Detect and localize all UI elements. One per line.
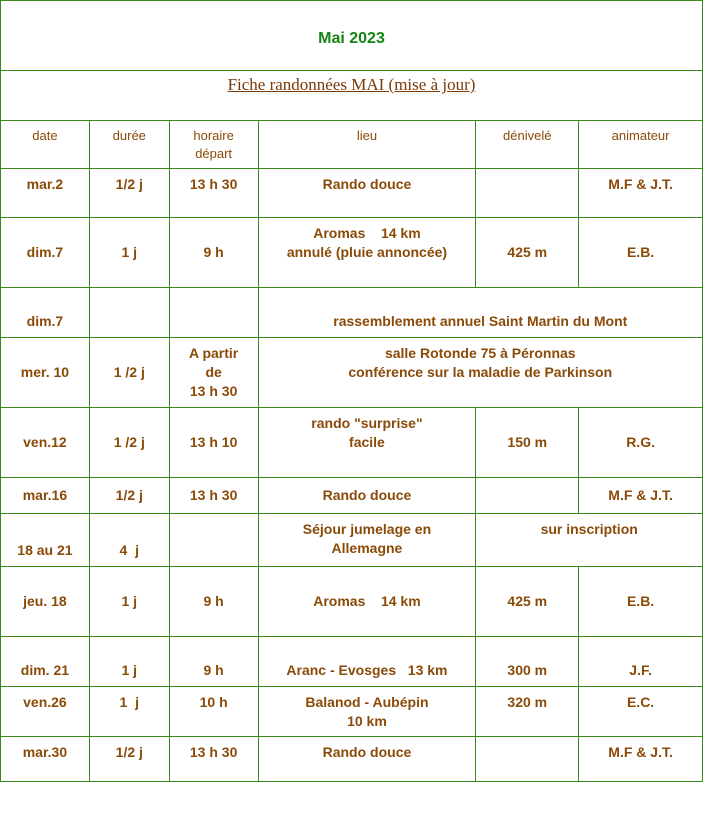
cell-lieu-line1: salle Rotonde 75 à Péronnas [384, 345, 576, 361]
table-row [1, 637, 703, 687]
cell-horaire: 13 h 30 [169, 169, 258, 218]
table-row [1, 687, 703, 737]
table-row [1, 737, 703, 782]
page-title: Mai 2023 [318, 30, 385, 47]
cell-lieu-line2: conférence sur la maladie de Parkinson [348, 364, 613, 380]
column-header-duree: durée [89, 121, 169, 169]
cell-lieu [258, 408, 476, 478]
cell-horaire: 13 h 30 [169, 737, 258, 782]
cell-horaire: 13 h 10 [169, 408, 258, 478]
cell-horaire: 10 h [169, 687, 258, 737]
cell-lieu [258, 218, 476, 288]
table-header-row [1, 121, 703, 169]
cell-lieu: Aranc - Evosges 13 km [258, 637, 476, 687]
cell-date: mar.2 [1, 169, 90, 218]
cell-lieu [258, 514, 476, 567]
cell-denivele: 150 m [476, 408, 579, 478]
column-header-animateur: animateur [579, 121, 703, 169]
hikes-table [0, 120, 703, 782]
cell-animateur: R.G. [579, 408, 703, 478]
cell-lieu-line2: annulé (pluie annoncée) [286, 244, 448, 260]
column-header-denivele: dénivelé [476, 121, 579, 169]
cell-horaire: 9 h [169, 637, 258, 687]
cell-lieu [258, 338, 702, 408]
cell-animateur: E.C. [579, 687, 703, 737]
cell-horaire: 9 h [169, 218, 258, 288]
cell-lieu: Aromas 14 km [258, 567, 476, 637]
cell-animateur: M.F & J.T. [579, 478, 703, 514]
cell-date: mar.16 [1, 478, 90, 514]
cell-duree: 1/2 j [89, 169, 169, 218]
cell-horaire [169, 288, 258, 338]
cell-lieu: rassemblement annuel Saint Martin du Mont [258, 288, 702, 338]
cell-duree: 1/2 j [89, 478, 169, 514]
cell-denivele: 425 m [476, 218, 579, 288]
cell-horaire: 13 h 30 [169, 478, 258, 514]
cell-denivele: 425 m [476, 567, 579, 637]
cell-lieu-line1: Séjour jumelage en [302, 521, 432, 537]
cell-denivele [476, 169, 579, 218]
cell-duree: 1 j [89, 687, 169, 737]
column-header-horaire [169, 121, 258, 169]
cell-date: dim.7 [1, 218, 90, 288]
cell-animateur: M.F & J.T. [579, 737, 703, 782]
cell-lieu-line2: Allemagne [331, 540, 403, 556]
table-row [1, 567, 703, 637]
cell-date: ven.12 [1, 408, 90, 478]
cell-lieu-line1: Aromas 14 km [313, 225, 421, 241]
cell-horaire-line3: 13 h 30 [189, 383, 238, 399]
cell-animateur: E.B. [579, 567, 703, 637]
cell-duree: 1 j [89, 567, 169, 637]
cell-duree [89, 288, 169, 338]
cell-lieu: Rando douce [258, 737, 476, 782]
cell-lieu: Rando douce [258, 478, 476, 514]
cell-animateur: E.B. [579, 218, 703, 288]
table-row [1, 338, 703, 408]
table-row [1, 478, 703, 514]
cell-lieu-line2: facile [349, 434, 385, 450]
cell-denivele: 300 m [476, 637, 579, 687]
cell-horaire [169, 514, 258, 567]
table-row [1, 408, 703, 478]
table-row [1, 169, 703, 218]
cell-duree: 1 j [89, 218, 169, 288]
cell-lieu-line1: Balanod - Aubépin [305, 694, 429, 710]
cell-animateur: M.F & J.T. [579, 169, 703, 218]
cell-note: sur inscription [476, 514, 703, 567]
cell-animateur: J.F. [579, 637, 703, 687]
table-row [1, 218, 703, 288]
cell-duree: 1/2 j [89, 737, 169, 782]
cell-date: 18 au 21 [1, 514, 90, 567]
cell-date: ven.26 [1, 687, 90, 737]
cell-horaire-line2: de [205, 364, 222, 380]
cell-horaire [169, 338, 258, 408]
cell-duree: 4 j [89, 514, 169, 567]
cell-lieu: Rando douce [258, 169, 476, 218]
column-header-lieu: lieu [258, 121, 476, 169]
column-header-date: date [1, 121, 90, 169]
table-row [1, 514, 703, 567]
cell-horaire-line1: A partir [188, 345, 239, 361]
column-header-horaire-line2: départ [195, 146, 233, 161]
cell-lieu [258, 687, 476, 737]
cell-lieu-line2: 10 km [347, 713, 387, 729]
cell-date: dim.7 [1, 288, 90, 338]
cell-date: mer. 10 [1, 338, 90, 408]
table-row [1, 288, 703, 338]
cell-denivele [476, 737, 579, 782]
cell-horaire: 9 h [169, 567, 258, 637]
cell-denivele: 320 m [476, 687, 579, 737]
cell-lieu-line1: rando "surprise" [311, 415, 423, 431]
cell-date: jeu. 18 [1, 567, 90, 637]
cell-duree: 1 j [89, 637, 169, 687]
cell-date: dim. 21 [1, 637, 90, 687]
cell-denivele [476, 478, 579, 514]
column-header-horaire-line1: horaire [193, 128, 234, 143]
cell-date: mar.30 [1, 737, 90, 782]
page-subtitle: Fiche randonnées MAI (mise à jour) [227, 75, 476, 94]
cell-duree: 1 /2 j [89, 408, 169, 478]
cell-duree: 1 /2 j [89, 338, 169, 408]
